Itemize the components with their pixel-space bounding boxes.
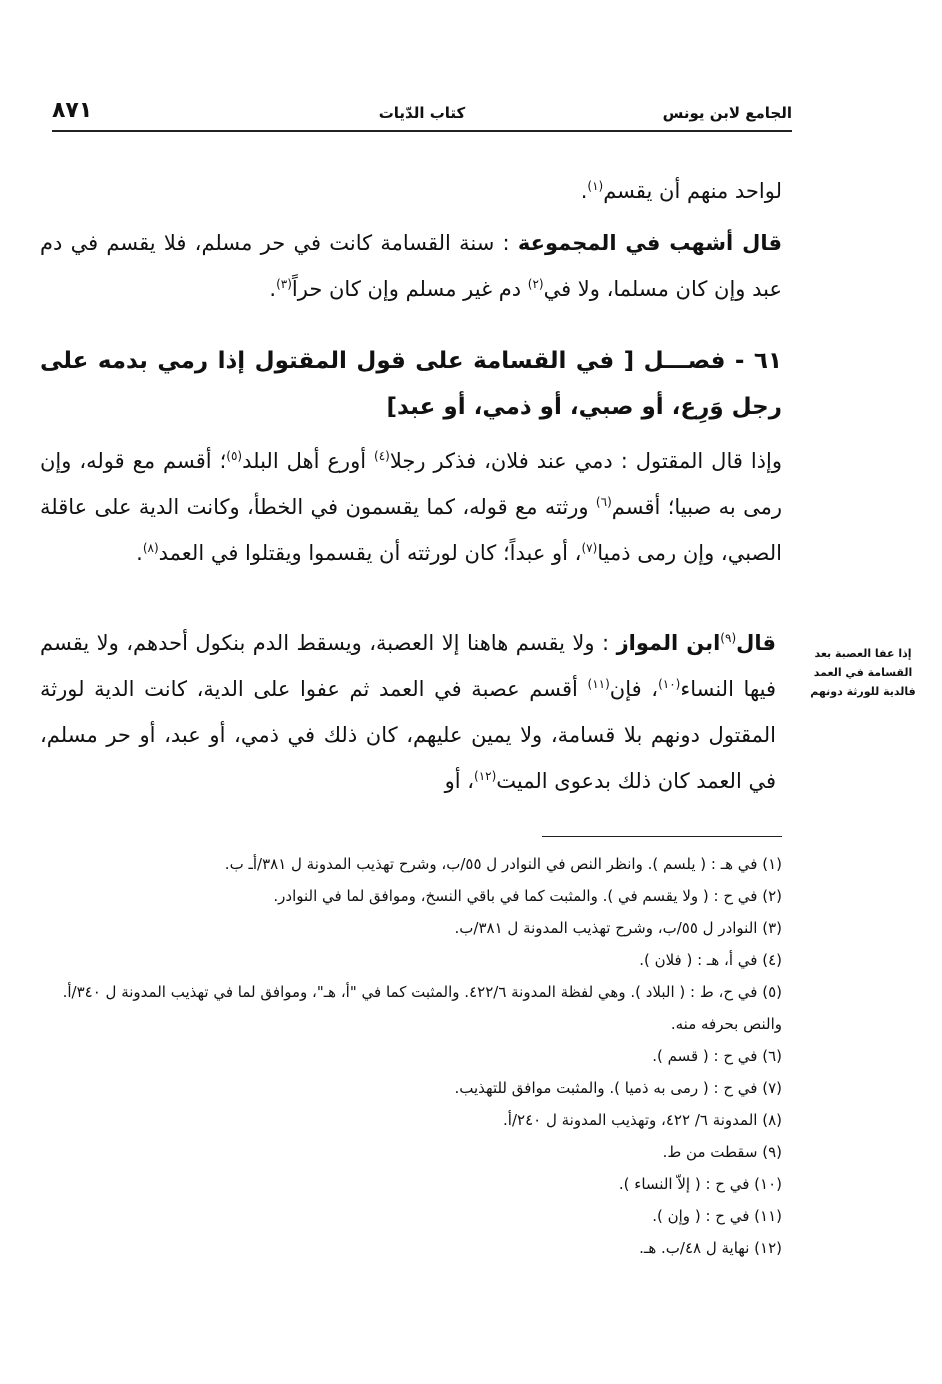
chapter-title: كتاب الدّيات	[378, 104, 466, 122]
paragraph-text: : ولا يقسم هاهنا إلا العصبة، ويسقط الدم بنكول أحدهم، ولا يقسم فيها النساء	[40, 631, 776, 701]
book-title: الجامع لابن يونس	[662, 104, 792, 122]
paragraph-text: ، أو	[444, 769, 474, 793]
paragraph-1	[40, 168, 782, 214]
footnote-ref: (١١)	[587, 677, 610, 691]
footnote: (٤) في أ، هـ : ( فلان ).	[639, 951, 782, 969]
footnote-ref: (٩)	[720, 631, 737, 645]
footnote-ref: (٧)	[581, 541, 598, 555]
page-number: ٨٧١	[52, 98, 93, 123]
margin-note: إذا عفا العصبة بعد القسامة في العمد فالدية للورثة دونهم	[810, 647, 916, 698]
footnote-ref: (٤)	[374, 449, 390, 463]
footnote: (١٠) في ح : ( إلاّ النساء ).	[618, 1175, 782, 1193]
footnote: (١٢) نهاية ل ٤٨/ب. هـ.	[639, 1239, 782, 1257]
footnote-ref: (٨)	[142, 541, 159, 555]
paragraph-text: .	[580, 179, 588, 203]
bold-lead: ابن المواز	[616, 631, 721, 655]
paragraph-4	[40, 620, 776, 804]
footnote: (٩) سقطت من ط.	[662, 1143, 782, 1161]
running-header	[52, 98, 792, 132]
paragraph-text: وإذا قال المقتول : دمي عند فلان، فذكر رجلا	[389, 449, 783, 473]
paragraph-text: دم غير مسلم وإن كان حراً	[291, 277, 528, 301]
footnote-ref: (١٠)	[658, 677, 681, 691]
footnote: (٥) في ح، ط : ( البلاد ). وهي لفظة المدونة ٤٢٢/٦. والمثبت كما في "أ، هـ"، وموافق لما في تهذيب المدونة ل ٣٤٠/أ. والنص بحرفه منه.	[62, 983, 782, 1033]
paragraph-3	[40, 438, 782, 576]
paragraph-text: أورع أهل البلد	[242, 449, 375, 473]
footnote: (٧) في ح : ( رمى به ذميا ). والمثبت موافق للتهذيب.	[454, 1079, 782, 1097]
footnote-separator	[542, 836, 782, 837]
footnote-ref: (٦)	[595, 495, 612, 509]
footnote: (٦) في ح : ( قسم ).	[652, 1047, 782, 1065]
paragraph-text: ورثته مع قوله، كما يقسمون في الخطأ، وكانت الدية على عاقلة الصبي، وإن رمى ذميا	[40, 495, 782, 565]
footnote: (٣) النوادر ل ٥٥/ب، وشرح تهذيب المدونة ل ٣٨١/ب.	[454, 919, 782, 937]
footnote: (١) في هـ : ( يلسم ). وانظر النص في النوادر ل ٥٥/ب، وشرح تهذيب المدونة ل ٣٨١/أـ ب.	[224, 855, 782, 873]
bold-lead: قال	[736, 631, 776, 655]
paragraph-text: : سنة القسامة كانت في حر مسلم، فلا يقسم في دم عبد وإن كان مسلما، ولا في	[40, 231, 782, 301]
paragraph-2	[40, 220, 782, 312]
section-heading: ٦١ - فصـــل [ في القسامة على قول المقتول إذا رمي بدمه على رجل وَرِع، أو صبي، أو ذمي، أو عبد]	[40, 348, 782, 420]
paragraph-text: ؛ أقسم مع قوله، وإن رمى به صبيا؛ أقسم	[40, 449, 783, 519]
footnotes	[52, 848, 782, 1264]
paragraph-text: .	[269, 277, 277, 301]
paragraph-text: .	[136, 541, 143, 565]
footnote-ref: (٢)	[527, 277, 544, 291]
paragraph-text: لواحد منهم أن يقسم	[603, 179, 782, 203]
footnote: (٨) المدونة ٦/ ٤٢٢، وتهذيب المدونة ل ٢٤٠/أ.	[503, 1111, 782, 1129]
footnote-ref: (١٢)	[474, 769, 497, 783]
footnote: (١١) في ح : ( وإن ).	[652, 1207, 782, 1225]
footnote-ref: (٥)	[226, 449, 243, 463]
bold-lead: قال أشهب في المجموعة	[517, 231, 782, 255]
paragraph-text: ، أو عبداً؛ كان لورثته أن يقسموا ويقتلوا في العمد	[158, 541, 582, 565]
footnote: (٢) في ح : ( ولا يقسم في ). والمثبت كما في باقي النسخ، وموافق لما في النوادر.	[273, 887, 782, 905]
paragraph-text: أقسم عصبة في العمد ثم عفوا على الدية، كانت الدية لورثة المقتول دونهم بلا قسامة، ولا يمين عليهم، كان ذلك في ذمي، أو عبد، أو حر مسلم، في العمد كان ذلك بدعوى الميت	[40, 677, 776, 793]
paragraph-text: ، فإن	[609, 677, 659, 701]
footnote-ref: (١)	[587, 179, 604, 193]
footnote-ref: (٣)	[276, 277, 292, 291]
